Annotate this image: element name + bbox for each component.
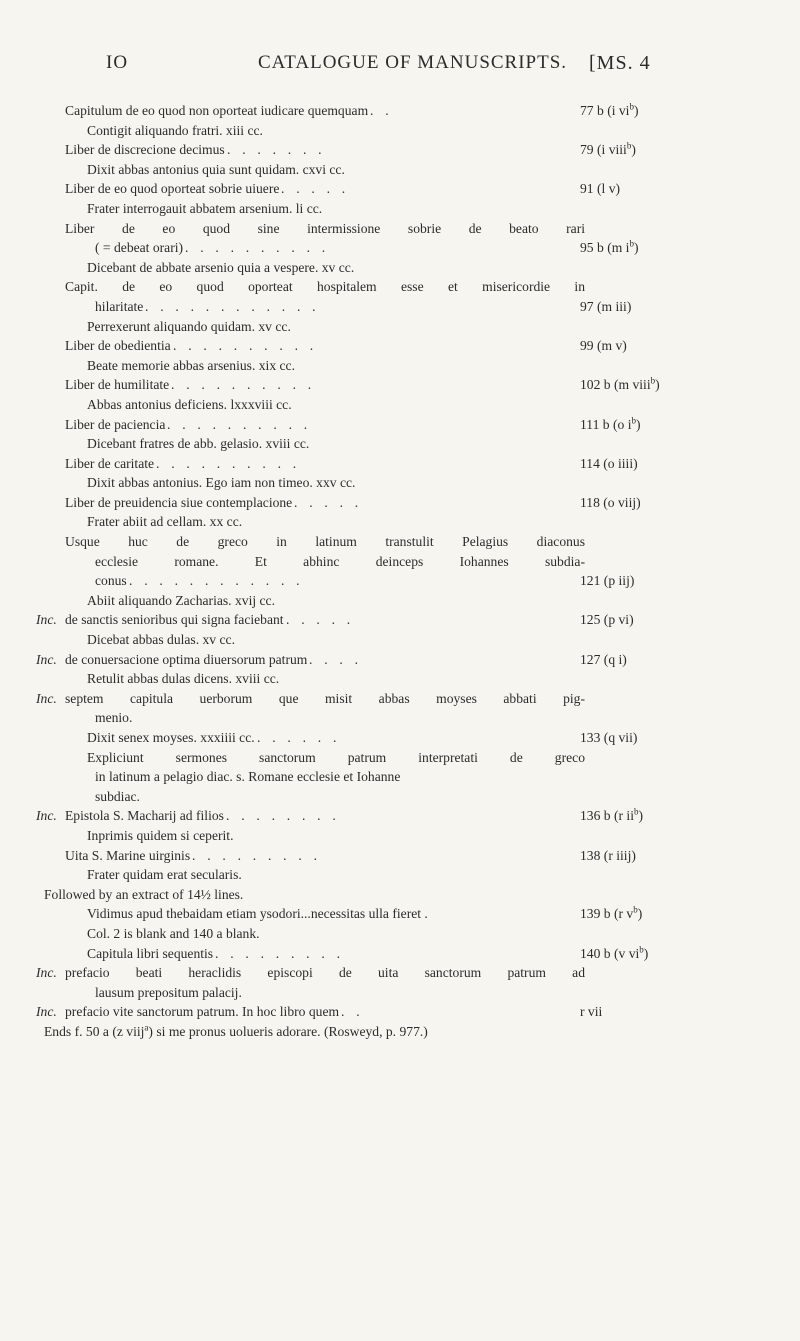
leader-dots: . . . . . . . . . . . . bbox=[145, 298, 320, 314]
folio-number: 118 (o viij) bbox=[580, 494, 641, 510]
leader-dots: . . . . . . . . bbox=[226, 808, 340, 824]
entry-text: ( = debeat orari) bbox=[95, 240, 184, 256]
folio-close: ) bbox=[633, 240, 639, 256]
catalogue-line bbox=[0, 395, 800, 415]
folio-reference bbox=[580, 415, 641, 435]
entry-text: Liber de eo quod oporteat sobrie uiuere bbox=[65, 181, 280, 197]
catalogue-line bbox=[0, 865, 800, 885]
folio-close: ) bbox=[631, 142, 636, 158]
entry-text: Contigit aliquando fratri. xiii cc. bbox=[87, 122, 263, 138]
entry-text: de conuersacione optima diuersorum patrum bbox=[65, 651, 308, 667]
incipit-label: Inc. bbox=[36, 808, 57, 824]
entry-text: Liber de preuidencia siue contemplacione bbox=[65, 494, 293, 510]
catalogue-line bbox=[0, 669, 800, 689]
entry-text: Dixit abbas antonius. Ego iam non timeo. xxv cc. bbox=[87, 475, 356, 491]
catalogue-line bbox=[0, 356, 800, 376]
catalogue-line bbox=[0, 1022, 800, 1042]
superscript: a bbox=[144, 1022, 149, 1033]
catalogue-line bbox=[0, 375, 800, 395]
entry-text: Col. 2 is blank and 140 a blank. bbox=[87, 925, 260, 941]
folio-reference bbox=[580, 1002, 602, 1022]
catalogue-line bbox=[0, 277, 800, 297]
catalogue-line bbox=[0, 532, 800, 552]
leader-dots: . . . . . . . bbox=[227, 142, 326, 158]
catalogue-line bbox=[0, 748, 800, 768]
folio-reference bbox=[580, 493, 641, 513]
folio-reference bbox=[580, 375, 660, 395]
catalogue-line bbox=[0, 924, 800, 944]
catalogue-line bbox=[0, 434, 800, 454]
catalogue-line bbox=[0, 160, 800, 180]
entry-text: prefacio vite sanctorum patrum. In hoc libro quem bbox=[65, 1004, 340, 1020]
folio-number: 91 (l v) bbox=[580, 181, 621, 197]
catalogue-line bbox=[0, 630, 800, 650]
catalogue-line bbox=[0, 826, 800, 846]
folio-close: ) bbox=[635, 416, 641, 432]
running-title: CATALOGUE OF MANUSCRIPTS. bbox=[258, 52, 568, 73]
entry-text: Abiit aliquando Zacharias. xvij cc. bbox=[87, 592, 275, 608]
folio-number: 111 b (o i bbox=[580, 416, 632, 432]
catalogue-line bbox=[0, 571, 800, 591]
catalogue-body bbox=[0, 101, 800, 1042]
superscript: b bbox=[634, 806, 639, 817]
entry-text: ecclesie romane. Et abhinc deinceps Iohannes subdia- bbox=[95, 553, 585, 569]
catalogue-line bbox=[0, 219, 800, 239]
folio-number: 97 (m iii) bbox=[580, 298, 632, 314]
folio-reference bbox=[580, 238, 639, 258]
entry-text: Usque huc de greco in latinum transtulit Pelagius diaconus bbox=[65, 534, 585, 550]
incipit-label: Inc. bbox=[36, 690, 57, 706]
superscript: b bbox=[629, 238, 634, 249]
folio-close: ) bbox=[633, 103, 639, 118]
catalogue-line bbox=[0, 963, 800, 983]
folio-number: 79 (i viii bbox=[580, 142, 627, 158]
folio-reference bbox=[580, 336, 627, 356]
folio-number: 102 b (m viii bbox=[580, 377, 651, 393]
catalogue-line bbox=[0, 904, 800, 924]
superscript: b bbox=[629, 101, 634, 112]
catalogue-line bbox=[0, 787, 800, 807]
superscript: b bbox=[633, 904, 638, 915]
entry-text: in latinum a pelagio diac. s. Romane ecclesie et Iohanne bbox=[95, 769, 401, 785]
entry-text: Capitula libri sequentis bbox=[87, 945, 214, 961]
catalogue-line bbox=[0, 121, 800, 141]
entry-text: Uita S. Marine uirginis bbox=[65, 847, 191, 863]
entry-text-part: Ends f. 50 a (z viij bbox=[44, 1023, 145, 1039]
folio-number: 77 b (i vi bbox=[580, 103, 630, 118]
folio-reference bbox=[580, 101, 639, 121]
entry-text bbox=[44, 1022, 428, 1042]
entry-text: hilaritate bbox=[95, 298, 144, 314]
incipit-label: Inc. bbox=[36, 1004, 57, 1020]
catalogue-line bbox=[0, 297, 800, 317]
catalogue-line bbox=[0, 454, 800, 474]
superscript: b bbox=[626, 140, 632, 151]
folio-reference bbox=[580, 610, 634, 630]
catalogue-line bbox=[0, 846, 800, 866]
folio-number: 121 (p iij) bbox=[580, 573, 635, 589]
catalogue-line bbox=[0, 140, 800, 160]
entry-text: Dicebant de abbate arsenio quia a vespere. xv cc. bbox=[87, 259, 355, 275]
entry-text: conus bbox=[95, 573, 127, 589]
catalogue-line bbox=[0, 806, 800, 826]
leader-dots: . . bbox=[341, 1004, 364, 1020]
folio-reference bbox=[580, 454, 638, 474]
catalogue-line bbox=[0, 473, 800, 493]
entry-text: Retulit abbas dulas dicens. xviii cc. bbox=[87, 671, 280, 687]
entry-text: Liber de paciencia bbox=[65, 416, 166, 432]
entry-text: Abbas antonius deficiens. lxxxviii cc. bbox=[87, 396, 292, 412]
page-header bbox=[0, 52, 800, 82]
leader-dots: . . . . . . . . . . bbox=[173, 338, 318, 354]
superscript: b bbox=[631, 414, 636, 425]
entry-text: Liber de discrecione decimus bbox=[65, 142, 225, 158]
catalogue-line bbox=[0, 512, 800, 532]
entry-text: menio. bbox=[95, 710, 133, 726]
folio-reference bbox=[580, 944, 648, 964]
catalogue-line bbox=[0, 552, 800, 572]
catalogue-line bbox=[0, 650, 800, 670]
catalogue-line bbox=[0, 983, 800, 1003]
catalogue-line bbox=[0, 336, 800, 356]
leader-dots: . . . . . bbox=[286, 612, 355, 628]
catalogue-line bbox=[0, 689, 800, 709]
entry-text: Perrexerunt aliquando quidam. xv cc. bbox=[87, 318, 291, 334]
entry-text: Frater abiit ad cellam. xx cc. bbox=[87, 514, 243, 530]
entry-text: Followed by an extract of 14½ lines. bbox=[44, 886, 244, 902]
superscript: b bbox=[639, 944, 644, 954]
catalogue-line bbox=[0, 1002, 800, 1022]
catalogue-line bbox=[0, 258, 800, 278]
folio-close: ) bbox=[638, 808, 644, 824]
catalogue-line bbox=[0, 199, 800, 219]
folio-number: r vii bbox=[580, 1004, 603, 1020]
catalogue-line bbox=[0, 415, 800, 435]
folio-number: 95 b (m i bbox=[580, 240, 630, 256]
entry-text: subdiac. bbox=[95, 788, 140, 804]
folio-reference bbox=[580, 846, 636, 866]
entry-text: lausum prepositum palacij. bbox=[95, 984, 242, 1000]
leader-dots: . . . . . . . . . . bbox=[185, 240, 330, 256]
entry-text: de sanctis senioribus qui signa faciebant bbox=[65, 612, 284, 628]
leader-dots: . . . . . . . . . bbox=[192, 847, 322, 863]
folio-number: 133 (q vii) bbox=[580, 730, 638, 745]
page-number: IO bbox=[106, 52, 129, 73]
catalogue-line bbox=[0, 493, 800, 513]
entry-text: Liber de humilitate bbox=[65, 377, 170, 393]
folio-reference bbox=[580, 140, 636, 160]
folio-number: 125 (p vi) bbox=[580, 612, 634, 628]
catalogue-line bbox=[0, 885, 800, 905]
folio-number: 136 b (r ii bbox=[580, 808, 634, 824]
catalogue-line bbox=[0, 610, 800, 630]
folio-close: ) bbox=[643, 945, 649, 961]
entry-text: Expliciunt sermones sanctorum patrum interpretati de greco bbox=[87, 749, 585, 765]
incipit-label: Inc. bbox=[36, 651, 57, 667]
folio-close: ) bbox=[655, 377, 660, 393]
folio-number: 139 b (r v bbox=[580, 906, 634, 922]
incipit-label: Inc. bbox=[36, 612, 57, 628]
leader-dots: . . . . . bbox=[294, 494, 363, 510]
leader-dots: . . . . . . . . . . bbox=[167, 416, 312, 432]
catalogue-line bbox=[0, 708, 800, 728]
leader-dots: . . . . . . . . . . bbox=[171, 377, 316, 393]
leader-dots: . . . . bbox=[309, 651, 363, 667]
folio-reference bbox=[580, 297, 631, 317]
superscript: b bbox=[650, 375, 656, 386]
entry-text: Liber de eo quod sine intermissione sobrie de beato rari bbox=[65, 220, 585, 236]
entry-text: septem capitula uerborum que misit abbas moyses abbati pig- bbox=[65, 690, 585, 706]
folio-number: 140 b (v vi bbox=[580, 945, 640, 961]
catalogue-line bbox=[0, 179, 800, 199]
entry-text: Inprimis quidem si ceperit. bbox=[87, 827, 234, 843]
entry-text: Dicebat abbas dulas. xv cc. bbox=[87, 632, 235, 648]
folio-number: 114 (o iiii) bbox=[580, 455, 638, 471]
catalogue-line bbox=[0, 728, 800, 748]
catalogue-line bbox=[0, 591, 800, 611]
catalogue-line bbox=[0, 238, 800, 258]
entry-text: Epistola S. Macharij ad filios bbox=[65, 808, 224, 824]
entry-text: Beate memorie abbas arsenius. xix cc. bbox=[87, 357, 295, 373]
folio-reference bbox=[580, 650, 627, 670]
leader-dots: . . . . . . bbox=[257, 730, 341, 745]
folio-reference bbox=[580, 728, 637, 748]
leader-dots: . . . . . . . . . bbox=[215, 945, 345, 961]
folio-number: 138 (r iiij) bbox=[580, 847, 636, 863]
entry-text: prefacio beati heraclidis episcopi de uita sanctorum patrum ad bbox=[65, 965, 585, 981]
entry-text: Capit. de eo quod oporteat hospitalem esse et misericordie in bbox=[65, 279, 585, 295]
entry-text: Frater interrogauit abbatem arsenium. li cc. bbox=[87, 200, 323, 216]
catalogue-line bbox=[0, 944, 800, 964]
entry-text: Frater quidam erat secularis. bbox=[87, 867, 242, 883]
entry-text-part: ) si me pronus uolueris adorare. (Rosweyd, p. 977.) bbox=[148, 1023, 428, 1039]
folio-number: 99 (m v) bbox=[580, 338, 627, 354]
entry-text: Vidimus apud thebaidam etiam ysodori...necessitas ulla fieret . bbox=[87, 906, 428, 922]
incipit-label: Inc. bbox=[36, 965, 57, 981]
leader-dots: . . bbox=[370, 103, 393, 118]
leader-dots: . . . . . bbox=[281, 181, 350, 197]
entry-text: Dixit senex moyses. xxxiiii cc. bbox=[87, 730, 255, 745]
folio-close: ) bbox=[637, 906, 643, 922]
folio-reference bbox=[580, 571, 634, 591]
entry-text: Dicebant fratres de abb. gelasio. xviii cc. bbox=[87, 436, 310, 452]
folio-reference bbox=[580, 179, 620, 199]
catalogue-line bbox=[0, 767, 800, 787]
folio-reference bbox=[580, 904, 642, 924]
manuscript-number: [MS. 4 bbox=[589, 52, 651, 74]
entry-text: Capitulum de eo quod non oporteat iudicare quemquam bbox=[65, 103, 369, 118]
entry-text: Dixit abbas antonius quia sunt quidam. cxvi cc. bbox=[87, 161, 345, 177]
catalogue-line bbox=[0, 317, 800, 337]
entry-text: Liber de obedientia bbox=[65, 338, 171, 354]
leader-dots: . . . . . . . . . . . . bbox=[129, 573, 304, 589]
folio-number: 127 (q i) bbox=[580, 651, 627, 667]
folio-reference bbox=[580, 806, 643, 826]
catalogue-line bbox=[0, 101, 800, 121]
entry-text: Liber de caritate bbox=[65, 455, 155, 471]
leader-dots: . . . . . . . . . . bbox=[156, 455, 301, 471]
